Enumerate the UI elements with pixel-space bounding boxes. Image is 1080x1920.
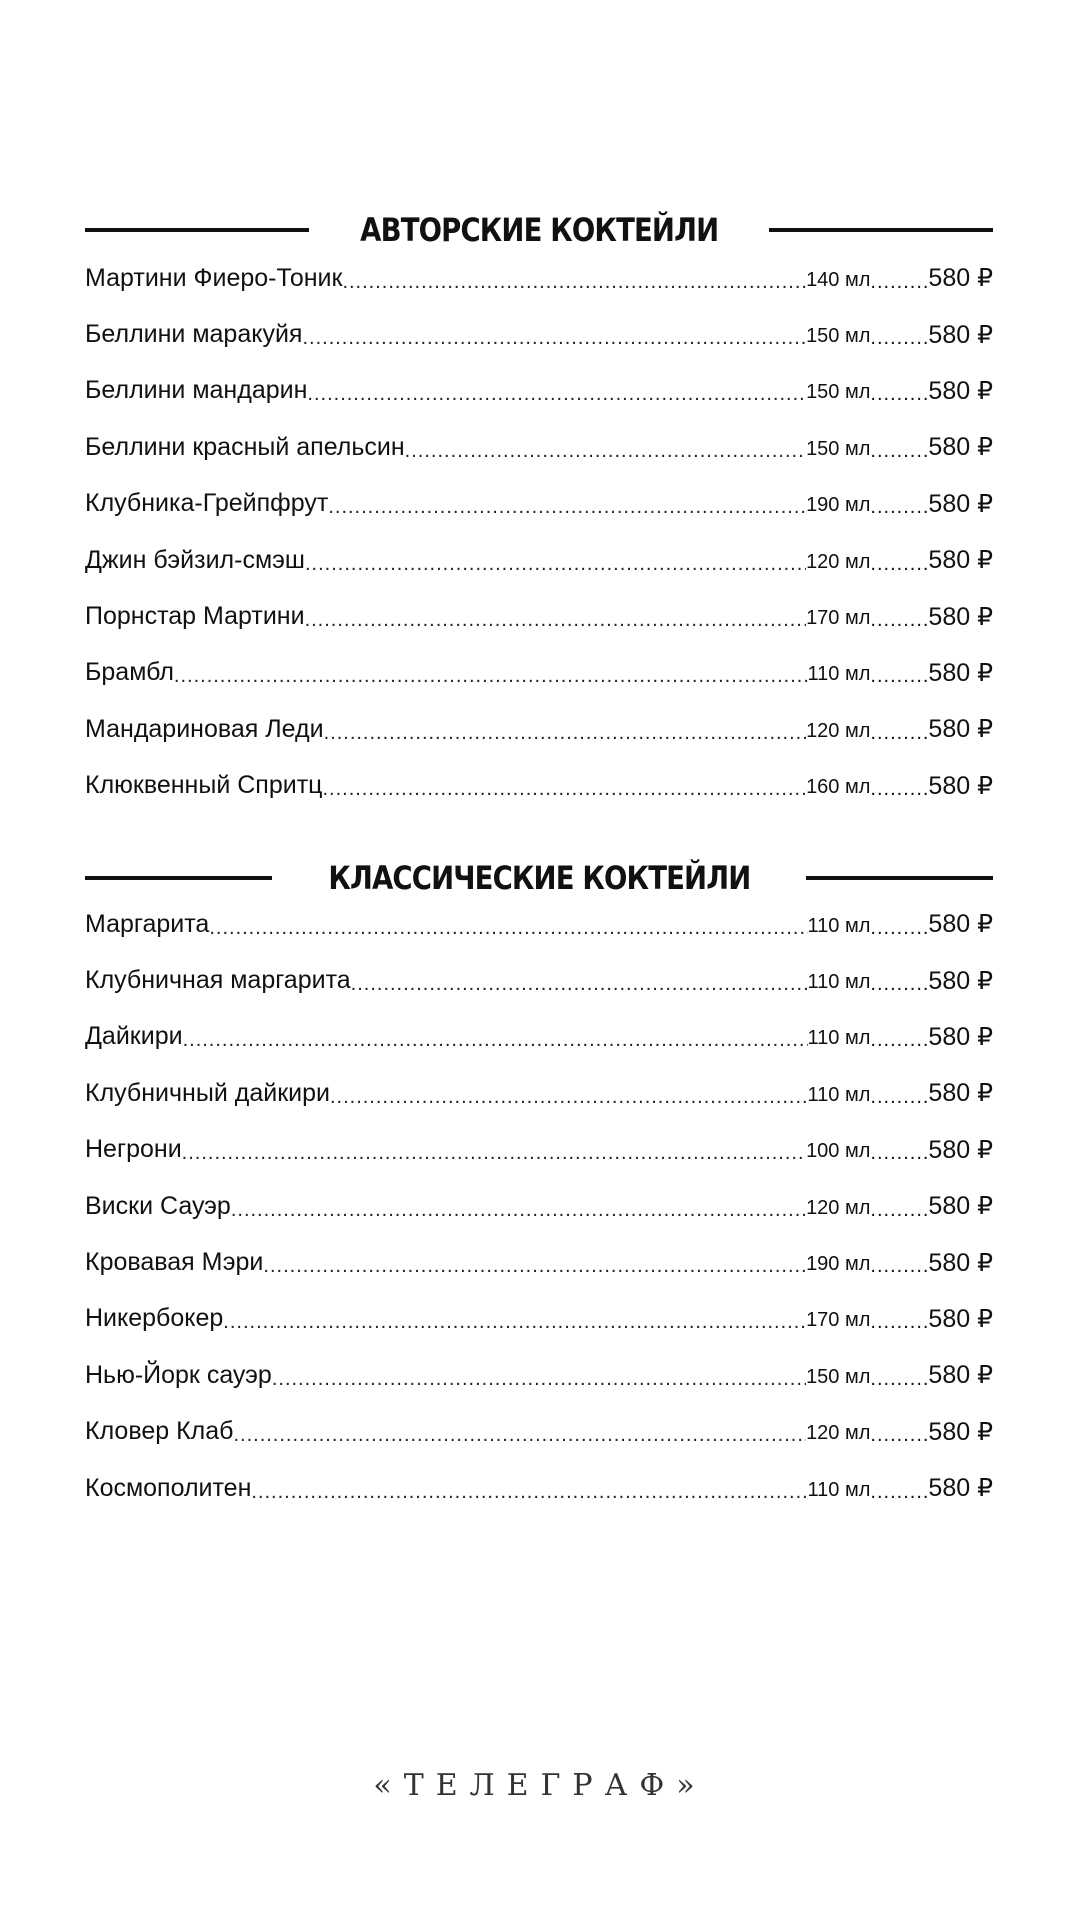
item-volume: 140 мл: [806, 268, 871, 291]
item-price: 580 ₽: [928, 910, 993, 939]
menu-item: [85, 952, 993, 1008]
item-volume: 120 мл: [806, 719, 871, 742]
item-volume: 190 мл: [806, 494, 871, 517]
item-name: Беллини красный апельсин: [85, 432, 405, 461]
item-name: Никербокер: [85, 1304, 224, 1333]
item-name: Дайкири: [85, 1022, 183, 1051]
item-price: 580 ₽: [928, 1192, 993, 1221]
item-name: Виски Сауэр: [85, 1191, 231, 1220]
dot-leader: [870, 909, 928, 940]
item-price: 580 ₽: [928, 1361, 993, 1390]
menu-item: [85, 1065, 993, 1121]
item-price: 580 ₽: [928, 715, 993, 744]
menu-item: [85, 1234, 993, 1290]
item-price: 580 ₽: [928, 546, 993, 575]
item-volume: 150 мл: [806, 325, 871, 348]
item-name: Клубничный дайкири: [85, 1078, 330, 1107]
item-volume: 110 мл: [807, 914, 871, 937]
menu-item: [85, 476, 993, 532]
menu-list-author: [85, 250, 993, 814]
section-header-author: [85, 208, 993, 252]
menu-item: [85, 1291, 993, 1347]
dot-leader: [870, 375, 928, 406]
item-price: 580 ₽: [928, 376, 993, 405]
item-volume: 110 мл: [807, 1083, 871, 1106]
item-name: Джин бэйзил-смэш: [85, 545, 305, 574]
item-price: 580 ₽: [928, 602, 993, 631]
item-price: 580 ₽: [928, 1417, 993, 1446]
item-name: Беллини маракуйя: [85, 320, 303, 349]
item-price: 580 ₽: [928, 1022, 993, 1051]
menu-item: [85, 306, 993, 362]
dot-leader: [870, 1360, 928, 1391]
menu-item: [85, 532, 993, 588]
menu-item: [85, 1122, 993, 1178]
menu-item: [85, 1460, 993, 1516]
item-price: 580 ₽: [928, 1304, 993, 1333]
dot-leader: [870, 657, 928, 688]
item-volume: 150 мл: [806, 381, 871, 404]
header-rule-left: [85, 228, 309, 232]
item-price: 580 ₽: [928, 489, 993, 518]
dot-leader: [233, 1416, 806, 1447]
item-name: Маргарита: [85, 909, 210, 938]
item-volume: 120 мл: [806, 550, 871, 573]
dot-leader: [870, 432, 928, 463]
item-volume: 170 мл: [806, 607, 871, 630]
dot-leader: [330, 1078, 808, 1109]
dot-leader: [870, 319, 928, 350]
item-name: Нью-Йорк сауэр: [85, 1360, 272, 1389]
item-volume: 190 мл: [806, 1253, 871, 1276]
dot-leader: [870, 1078, 928, 1109]
dot-leader: [307, 375, 806, 406]
header-rule-right: [806, 876, 993, 880]
item-price: 580 ₽: [928, 771, 993, 800]
menu-item: [85, 419, 993, 475]
dot-leader: [351, 965, 808, 996]
dot-leader: [322, 770, 806, 801]
item-price: 580 ₽: [928, 658, 993, 687]
brand-logo: «ТЕЛЕГРАФ»: [373, 1768, 707, 1803]
item-volume: 110 мл: [807, 663, 871, 686]
section-heading: АВТОРСКИЕ КОКТЕЙЛИ: [359, 211, 719, 249]
item-name: Космополитен: [85, 1473, 252, 1502]
item-name: Мандариновая Леди: [85, 714, 324, 743]
item-price: 580 ₽: [928, 264, 993, 293]
dot-leader: [328, 488, 806, 519]
item-price: 580 ₽: [928, 1079, 993, 1108]
dot-leader: [870, 545, 928, 576]
dot-leader: [870, 714, 928, 745]
item-volume: 150 мл: [806, 1365, 871, 1388]
dot-leader: [263, 1247, 806, 1278]
dot-leader: [870, 1473, 928, 1504]
item-volume: 110 мл: [807, 971, 871, 994]
header-rule-left: [85, 876, 272, 880]
dot-leader: [870, 965, 928, 996]
menu-item: [85, 363, 993, 419]
item-name: Негрони: [85, 1135, 182, 1164]
dot-leader: [405, 432, 806, 463]
item-name: Мартини Фиеро-Тоник: [85, 263, 343, 292]
dot-leader: [302, 319, 806, 350]
dot-leader: [209, 909, 807, 940]
item-name: Кловер Клаб: [85, 1417, 234, 1446]
menu-item: [85, 1404, 993, 1460]
item-volume: 150 мл: [806, 437, 871, 460]
item-name: Брамбл: [85, 658, 174, 687]
dot-leader: [324, 714, 806, 745]
menu-item: [85, 896, 993, 952]
section-heading: КЛАССИЧЕСКИЕ КОКТЕЙЛИ: [327, 859, 751, 897]
menu-item: [85, 1009, 993, 1065]
dot-leader: [870, 1134, 928, 1165]
item-price: 580 ₽: [928, 320, 993, 349]
dot-leader: [870, 770, 928, 801]
dot-leader: [305, 601, 807, 632]
dot-leader: [223, 1303, 806, 1334]
menu-item: [85, 1347, 993, 1403]
menu-item: [85, 588, 993, 644]
dot-leader: [174, 657, 808, 688]
item-name: Клубника-Грейпфрут: [85, 489, 329, 518]
header-rule-right: [769, 228, 993, 232]
item-volume: 120 мл: [806, 1422, 871, 1445]
item-price: 580 ₽: [928, 433, 993, 462]
dot-leader: [870, 1191, 928, 1222]
item-name: Клюквенный Спритц: [85, 771, 323, 800]
menu-item: [85, 645, 993, 701]
item-volume: 160 мл: [806, 776, 871, 799]
menu-item: [85, 1178, 993, 1234]
item-name: Беллини мандарин: [85, 376, 308, 405]
menu-item: [85, 701, 993, 757]
item-name: Клубничная маргарита: [85, 966, 351, 995]
dot-leader: [870, 1021, 928, 1052]
item-volume: 100 мл: [806, 1140, 871, 1163]
dot-leader: [183, 1021, 808, 1052]
item-price: 580 ₽: [928, 1474, 993, 1503]
dot-leader: [272, 1360, 806, 1391]
section-header-classic: [85, 856, 993, 900]
dot-leader: [342, 263, 806, 294]
item-name: Порнстар Мартини: [85, 602, 305, 631]
dot-leader: [870, 488, 928, 519]
item-price: 580 ₽: [928, 1248, 993, 1277]
dot-leader: [870, 601, 928, 632]
menu-item: [85, 758, 993, 814]
item-volume: 120 мл: [806, 1196, 871, 1219]
dot-leader: [182, 1134, 806, 1165]
menu-item: [85, 250, 993, 306]
dot-leader: [870, 1247, 928, 1278]
item-volume: 110 мл: [807, 1478, 871, 1501]
dot-leader: [231, 1191, 806, 1222]
dot-leader: [251, 1473, 807, 1504]
item-price: 580 ₽: [928, 966, 993, 995]
dot-leader: [305, 545, 806, 576]
item-price: 580 ₽: [928, 1135, 993, 1164]
item-volume: 110 мл: [807, 1027, 871, 1050]
item-volume: 170 мл: [806, 1309, 871, 1332]
item-name: Кровавая Мэри: [85, 1248, 264, 1277]
menu-list-classic: [85, 896, 993, 1516]
dot-leader: [870, 1416, 928, 1447]
dot-leader: [870, 263, 928, 294]
dot-leader: [870, 1303, 928, 1334]
